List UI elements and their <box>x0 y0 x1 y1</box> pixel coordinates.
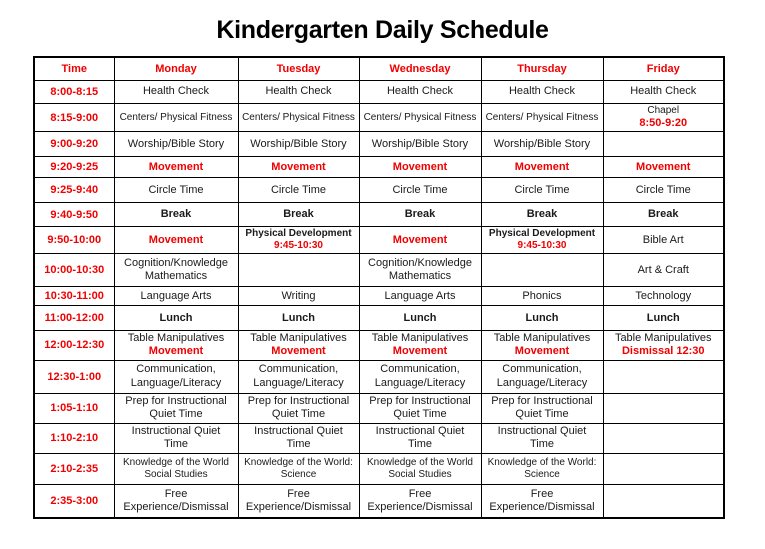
cell-text-line: Quiet Time <box>393 408 447 421</box>
schedule-cell <box>481 453 603 484</box>
cell-text-line: Movement <box>636 160 691 173</box>
schedule-cell <box>238 423 359 453</box>
schedule-cell <box>359 254 481 287</box>
schedule-cell <box>603 453 724 484</box>
cell-text-line: Lunch <box>646 311 680 324</box>
schedule-cell <box>603 393 724 423</box>
cell-text-line: Free <box>408 487 432 500</box>
cell-text-line: Centers/ Physical Fitness <box>242 111 355 123</box>
cell-text-line: Movement <box>148 345 204 358</box>
schedule-cell <box>238 178 359 203</box>
schedule-cell <box>603 287 724 306</box>
cell-text-line: Time <box>529 438 555 451</box>
table-row <box>34 104 724 132</box>
cell-text-line: Social Studies <box>144 468 208 480</box>
cell-text-line: Social Studies <box>388 468 452 480</box>
cell-text-line: Table Manipulatives <box>371 332 469 345</box>
cell-text-line: Instructional Quiet <box>375 424 465 437</box>
schedule-cell <box>481 306 603 331</box>
cell-text-line: Physical Development <box>245 228 352 240</box>
cell-text-line: Circle Time <box>514 183 570 196</box>
cell-text-line: Knowledge of the World: <box>487 456 597 468</box>
cell-text-line: Movement <box>514 345 570 358</box>
cell-text-line: Lunch <box>159 311 193 324</box>
schedule-cell <box>481 393 603 423</box>
cell-text-line: Experience/Dismissal <box>245 500 352 513</box>
schedule-cell <box>603 132 724 157</box>
cell-text-line: Free <box>164 487 188 500</box>
table-row <box>34 331 724 360</box>
schedule-cell <box>481 287 603 306</box>
schedule-cell <box>238 453 359 484</box>
schedule-cell <box>359 203 481 227</box>
time-cell: 9:40-9:50 <box>34 203 114 227</box>
cell-text-line: 8:50-9:20 <box>639 117 688 129</box>
cell-text-line: Circle Time <box>635 183 691 196</box>
schedule-cell <box>114 203 238 227</box>
cell-text-line: Prep for Instructional <box>125 394 227 407</box>
time-cell: 2:10-2:35 <box>34 453 114 484</box>
table-row <box>34 157 724 178</box>
cell-text-line: Communication, <box>258 363 339 376</box>
cell-text-line: Chapel <box>647 105 680 116</box>
schedule-cell <box>359 132 481 157</box>
table-row <box>34 306 724 331</box>
schedule-cell <box>238 287 359 306</box>
schedule-cell <box>603 306 724 331</box>
table-row <box>34 453 724 484</box>
schedule-cell <box>481 484 603 518</box>
schedule-cell <box>238 157 359 178</box>
cell-text-line: 9:45-10:30 <box>274 240 323 252</box>
cell-text-line: Mathematics <box>388 270 452 283</box>
schedule-cell <box>114 132 238 157</box>
cell-text-line: Technology <box>635 289 692 302</box>
schedule-cell <box>114 254 238 287</box>
cell-text-line: Communication, <box>136 363 216 376</box>
time-cell: 8:00-8:15 <box>34 81 114 104</box>
header-row <box>34 57 724 81</box>
schedule-cell <box>603 331 724 360</box>
schedule-cell <box>603 157 724 178</box>
cell-text-line: Bible Art <box>642 233 684 246</box>
cell-text-line: Movement <box>392 160 448 173</box>
schedule-cell <box>238 132 359 157</box>
time-cell: 11:00-12:00 <box>34 306 114 331</box>
schedule-cell <box>114 484 238 518</box>
schedule-cell <box>603 178 724 203</box>
header-tuesday: Tuesday <box>238 57 359 81</box>
schedule-cell <box>114 157 238 178</box>
header-wednesday: Wednesday <box>359 57 481 81</box>
cell-text-line: Health Check <box>265 85 332 98</box>
schedule-cell <box>114 331 238 360</box>
cell-text-line: Circle Time <box>392 183 448 196</box>
cell-text-line: Health Check <box>630 85 697 98</box>
schedule-cell <box>238 393 359 423</box>
cell-text-line: Language/Literacy <box>253 376 344 389</box>
schedule-cell <box>481 331 603 360</box>
cell-text-line: Experience/Dismissal <box>123 500 229 513</box>
cell-text-line: Table Manipulatives <box>127 332 225 345</box>
cell-text-line: Knowledge of the World <box>367 456 473 468</box>
schedule-cell <box>238 203 359 227</box>
table-row <box>34 132 724 157</box>
cell-text-line: Movement <box>148 233 204 246</box>
schedule-cell <box>481 203 603 227</box>
schedule-cell <box>238 484 359 518</box>
cell-text-line: Art & Craft <box>637 263 689 276</box>
schedule-cell <box>238 81 359 104</box>
cell-text-line: Worship/Bible Story <box>250 137 347 150</box>
cell-text-line: Experience/Dismissal <box>489 500 595 513</box>
table-row <box>34 203 724 227</box>
cell-text-line: Language Arts <box>140 289 212 302</box>
cell-text-line: 9:45-10:30 <box>517 240 567 252</box>
schedule-cell <box>481 360 603 393</box>
cell-text-line: Physical Development <box>488 228 596 240</box>
cell-text-line: Free <box>287 487 310 500</box>
schedule-cell <box>359 331 481 360</box>
cell-text-line: Cognition/Knowledge <box>368 257 472 269</box>
cell-text-line: Movement <box>148 160 204 173</box>
cell-text-line: Health Check <box>508 85 576 98</box>
schedule-cell <box>481 227 603 254</box>
cell-text-line: Break <box>404 208 436 221</box>
schedule-cell <box>114 453 238 484</box>
schedule-cell <box>114 227 238 254</box>
schedule-cell <box>603 360 724 393</box>
schedule-cell <box>114 104 238 132</box>
cell-text-line: Language Arts <box>384 289 456 302</box>
cell-text-line: Movement <box>392 233 448 246</box>
cell-text-line: Table Manipulatives <box>614 332 712 345</box>
cell-text-line: Health Check <box>386 85 454 98</box>
schedule-cell <box>114 178 238 203</box>
schedule-cell <box>359 178 481 203</box>
cell-text-line: Prep for Instructional <box>491 394 593 407</box>
table-row <box>34 484 724 518</box>
schedule-cell <box>481 254 603 287</box>
cell-text-line: Time <box>286 438 311 451</box>
time-cell: 10:30-11:00 <box>34 287 114 306</box>
schedule-cell <box>603 104 724 132</box>
cell-text-line: Cognition/Knowledge <box>124 257 228 269</box>
table-row <box>34 360 724 393</box>
header-time: Time <box>34 57 114 81</box>
schedule-cell <box>359 104 481 132</box>
table-row <box>34 393 724 423</box>
cell-text-line: Table Manipulatives <box>493 332 591 345</box>
schedule-cell <box>114 287 238 306</box>
schedule-cell <box>603 484 724 518</box>
schedule-cell <box>359 157 481 178</box>
header-monday: Monday <box>114 57 238 81</box>
cell-text-line: Quiet Time <box>271 408 326 421</box>
cell-text-line: Quiet Time <box>149 408 203 421</box>
cell-text-line: Communication, <box>380 363 460 376</box>
cell-text-line: Instructional Quiet <box>131 424 221 437</box>
table-row <box>34 81 724 104</box>
cell-text-line: Break <box>160 208 192 221</box>
schedule-cell <box>238 254 359 287</box>
cell-text-line: Worship/Bible Story <box>493 137 591 150</box>
table-row <box>34 254 724 287</box>
schedule-cell <box>359 393 481 423</box>
schedule-cell <box>359 287 481 306</box>
cell-text-line: Time <box>163 438 189 451</box>
schedule-cell <box>481 423 603 453</box>
schedule-cell <box>114 423 238 453</box>
cell-text-line: Movement <box>514 160 570 173</box>
schedule-cell <box>359 306 481 331</box>
header-thursday: Thursday <box>481 57 603 81</box>
time-cell: 10:00-10:30 <box>34 254 114 287</box>
cell-text-line: Centers/ Physical Fitness <box>119 111 233 123</box>
schedule-cell <box>238 360 359 393</box>
schedule-cell <box>603 254 724 287</box>
cell-text-line: Language/Literacy <box>374 376 466 389</box>
schedule-cell <box>114 360 238 393</box>
schedule-body <box>34 81 724 519</box>
cell-text-line: Language/Literacy <box>130 376 222 389</box>
schedule-cell <box>238 104 359 132</box>
schedule-cell <box>359 453 481 484</box>
cell-text-line: Movement <box>271 160 326 173</box>
cell-text-line: Phonics <box>522 289 562 302</box>
time-cell: 9:20-9:25 <box>34 157 114 178</box>
schedule-cell <box>481 81 603 104</box>
time-cell: 12:00-12:30 <box>34 331 114 360</box>
page <box>0 16 765 549</box>
time-cell: 9:50-10:00 <box>34 227 114 254</box>
cell-text-line: Prep for Instructional <box>247 394 350 407</box>
schedule-cell <box>359 227 481 254</box>
table-row <box>34 227 724 254</box>
table-row <box>34 423 724 453</box>
schedule-cell <box>238 227 359 254</box>
schedule-cell <box>603 423 724 453</box>
cell-text-line: Lunch <box>525 311 559 324</box>
cell-text-line: Quiet Time <box>515 408 569 421</box>
header-friday: Friday <box>603 57 724 81</box>
schedule-cell <box>359 423 481 453</box>
schedule-cell <box>481 157 603 178</box>
cell-text-line: Break <box>647 208 679 221</box>
cell-text-line: Dismissal 12:30 <box>621 345 705 358</box>
time-cell: 2:35-3:00 <box>34 484 114 518</box>
cell-text-line: Centers/ Physical Fitness <box>485 111 599 123</box>
cell-text-line: Table Manipulatives <box>250 332 347 345</box>
cell-text-line: Free <box>530 487 554 500</box>
cell-text-line: Science <box>280 468 317 480</box>
cell-text-line: Communication, <box>502 363 582 376</box>
cell-text-line: Centers/ Physical Fitness <box>363 111 477 123</box>
schedule-cell <box>359 484 481 518</box>
schedule-cell <box>114 306 238 331</box>
schedule-cell <box>359 360 481 393</box>
cell-text-line: Worship/Bible Story <box>127 137 225 150</box>
cell-text-line: Lunch <box>403 311 437 324</box>
cell-text-line: Language/Literacy <box>496 376 588 389</box>
time-cell: 12:30-1:00 <box>34 360 114 393</box>
time-cell: 1:05-1:10 <box>34 393 114 423</box>
table-row <box>34 178 724 203</box>
schedule-cell <box>603 203 724 227</box>
time-cell: 8:15-9:00 <box>34 104 114 132</box>
cell-text-line: Instructional Quiet <box>254 424 343 437</box>
cell-text-line: Science <box>524 468 560 480</box>
cell-text-line: Knowledge of the World: <box>244 456 353 468</box>
time-cell: 9:00-9:20 <box>34 132 114 157</box>
time-cell: 9:25-9:40 <box>34 178 114 203</box>
schedule-cell <box>238 306 359 331</box>
cell-text-line: Circle Time <box>148 183 204 196</box>
cell-text-line: Break <box>526 208 558 221</box>
schedule-cell <box>481 104 603 132</box>
schedule-cell <box>238 331 359 360</box>
schedule-cell <box>114 81 238 104</box>
cell-text-line: Instructional Quiet <box>497 424 587 437</box>
schedule-cell <box>481 132 603 157</box>
schedule-cell <box>114 393 238 423</box>
schedule-cell <box>603 227 724 254</box>
schedule-table <box>33 56 725 519</box>
schedule-cell <box>603 81 724 104</box>
cell-text-line: Circle Time <box>270 183 326 196</box>
schedule-cell <box>359 81 481 104</box>
cell-text-line: Movement <box>392 345 448 358</box>
cell-text-line: Mathematics <box>144 270 208 283</box>
cell-text-line: Lunch <box>282 311 315 324</box>
cell-text-line: Prep for Instructional <box>369 394 471 407</box>
cell-text-line: Worship/Bible Story <box>371 137 469 150</box>
cell-text-line: Movement <box>271 345 326 358</box>
cell-text-line: Experience/Dismissal <box>367 500 473 513</box>
table-row <box>34 287 724 306</box>
cell-text-line: Break <box>283 208 314 221</box>
schedule-cell <box>481 178 603 203</box>
cell-text-line: Time <box>407 438 433 451</box>
cell-text-line: Health Check <box>142 85 210 98</box>
cell-text-line: Knowledge of the World <box>123 456 229 468</box>
page-title: Kindergarten Daily Schedule <box>216 16 549 44</box>
time-cell: 1:10-2:10 <box>34 423 114 453</box>
cell-text-line: Writing <box>281 289 316 302</box>
